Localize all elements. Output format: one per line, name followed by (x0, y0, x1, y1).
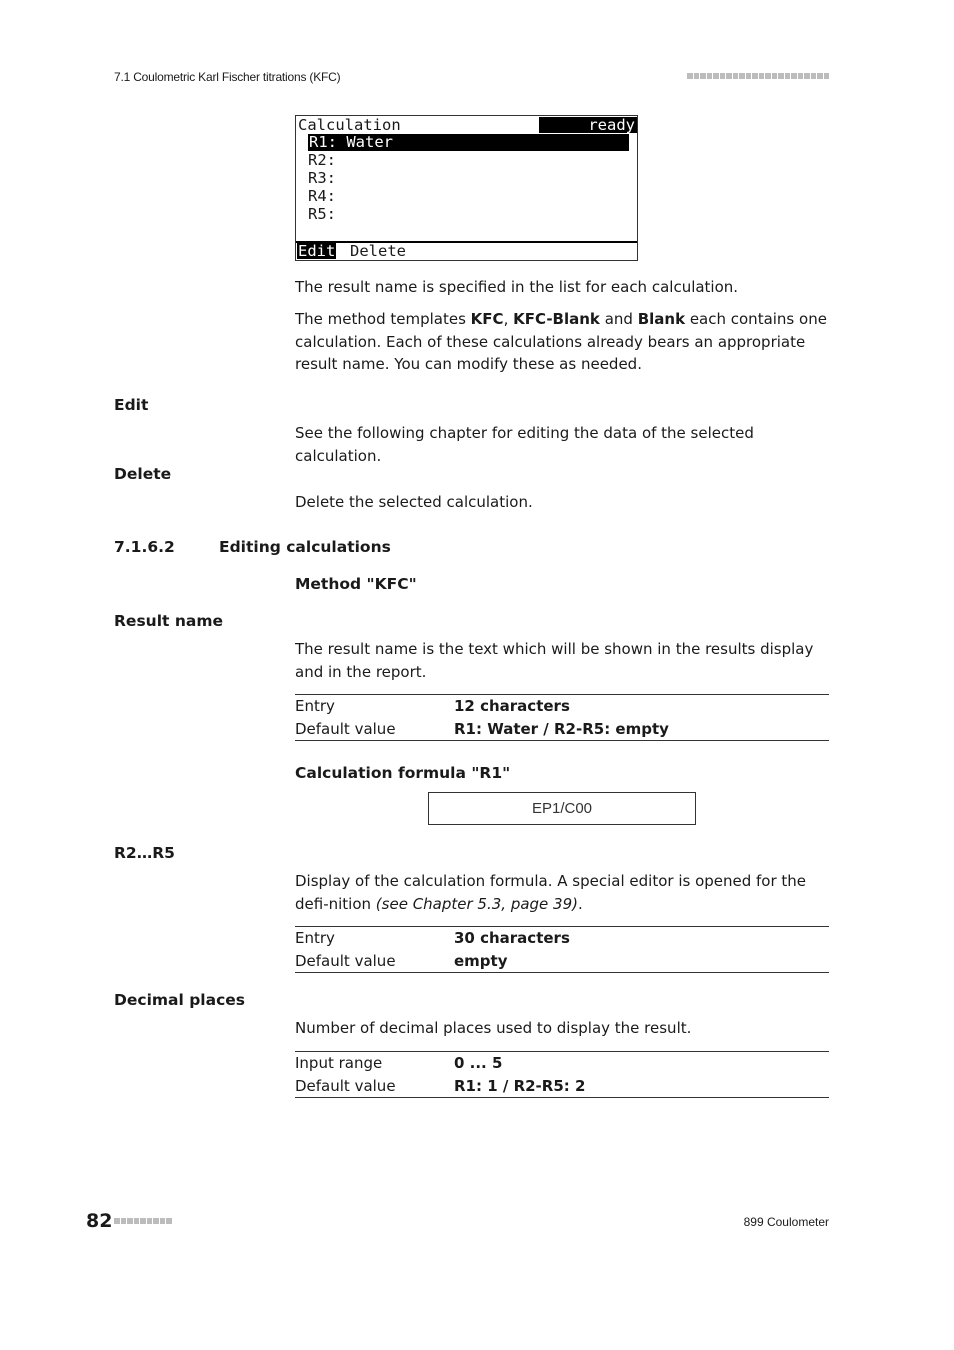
r2-r5-description: Display of the calculation formula. A special editor is opened for the defi-nition (see Chapter 5.3, page 39). (295, 872, 807, 913)
formula-display-box: EP1/C00 (428, 792, 696, 825)
table-row: Entry 12 characters (295, 697, 570, 715)
delete-description: Delete the selected calculation. (295, 493, 533, 511)
edit-label: Edit (114, 396, 149, 414)
lcd-row-r4: R4: (308, 187, 336, 205)
lcd-row-r1: R1: Water (308, 134, 629, 151)
section-title: Editing calculations (219, 538, 391, 556)
header-decoration (687, 73, 829, 79)
page-number: 82 (86, 1210, 113, 1232)
table-row: Default value R1: 1 / R2-R5: 2 (295, 1076, 586, 1095)
result-name-parameter-table (295, 694, 829, 741)
section-number: 7.1.6.2 (114, 538, 175, 556)
decimal-places-description: Number of decimal places used to display the result. (295, 1019, 692, 1037)
lcd-title: Calculation (298, 116, 401, 134)
table-row: Entry 30 characters (295, 929, 570, 947)
result-name-description: The result name is the text which will be shown in the results display and in the report. (295, 640, 814, 681)
footer-decoration (114, 1218, 172, 1224)
lcd-row-r5: R5: (308, 205, 336, 223)
delete-label: Delete (114, 465, 172, 483)
table-row: Input range 0 ... 5 (295, 1054, 503, 1072)
table-row: Default value R1: Water / R2-R5: empty (295, 719, 669, 738)
result-name-label: Result name (114, 612, 223, 630)
decimal-places-label: Decimal places (114, 991, 245, 1009)
lcd-delete-softkey: Delete (350, 242, 406, 260)
r2-r5-label: R2…R5 (114, 844, 175, 862)
lcd-edit-softkey: Edit (298, 242, 336, 260)
lcd-softkey-bar (296, 241, 637, 260)
edit-description: See the following chapter for editing the data of the selected calculation. (295, 424, 754, 465)
running-header-chapter: 7.1 Coulometric Karl Fischer titrations (KFC) (114, 70, 341, 84)
table-row: Default value empty (295, 951, 508, 970)
lcd-row-r3: R3: (308, 169, 336, 187)
intro-paragraph-1: The result name is specified in the list for each calculation. (295, 278, 739, 296)
intro-paragraph-2: The method templates KFC, KFC-Blank and Blank each contains one calculation. Each of these calculations already bears an appropriate result name. You can modify these as needed. (295, 310, 827, 373)
formula-heading: Calculation formula "R1" (295, 764, 511, 782)
footer-product-name: 899 Coulometer (743, 1215, 829, 1229)
lcd-row-r2: R2: (308, 151, 336, 169)
method-heading: Method "KFC" (295, 575, 417, 593)
r2-r5-parameter-table (295, 926, 829, 973)
device-display-screenshot (295, 115, 638, 261)
lcd-status: ready (539, 117, 637, 133)
decimal-places-parameter-table (295, 1051, 829, 1098)
